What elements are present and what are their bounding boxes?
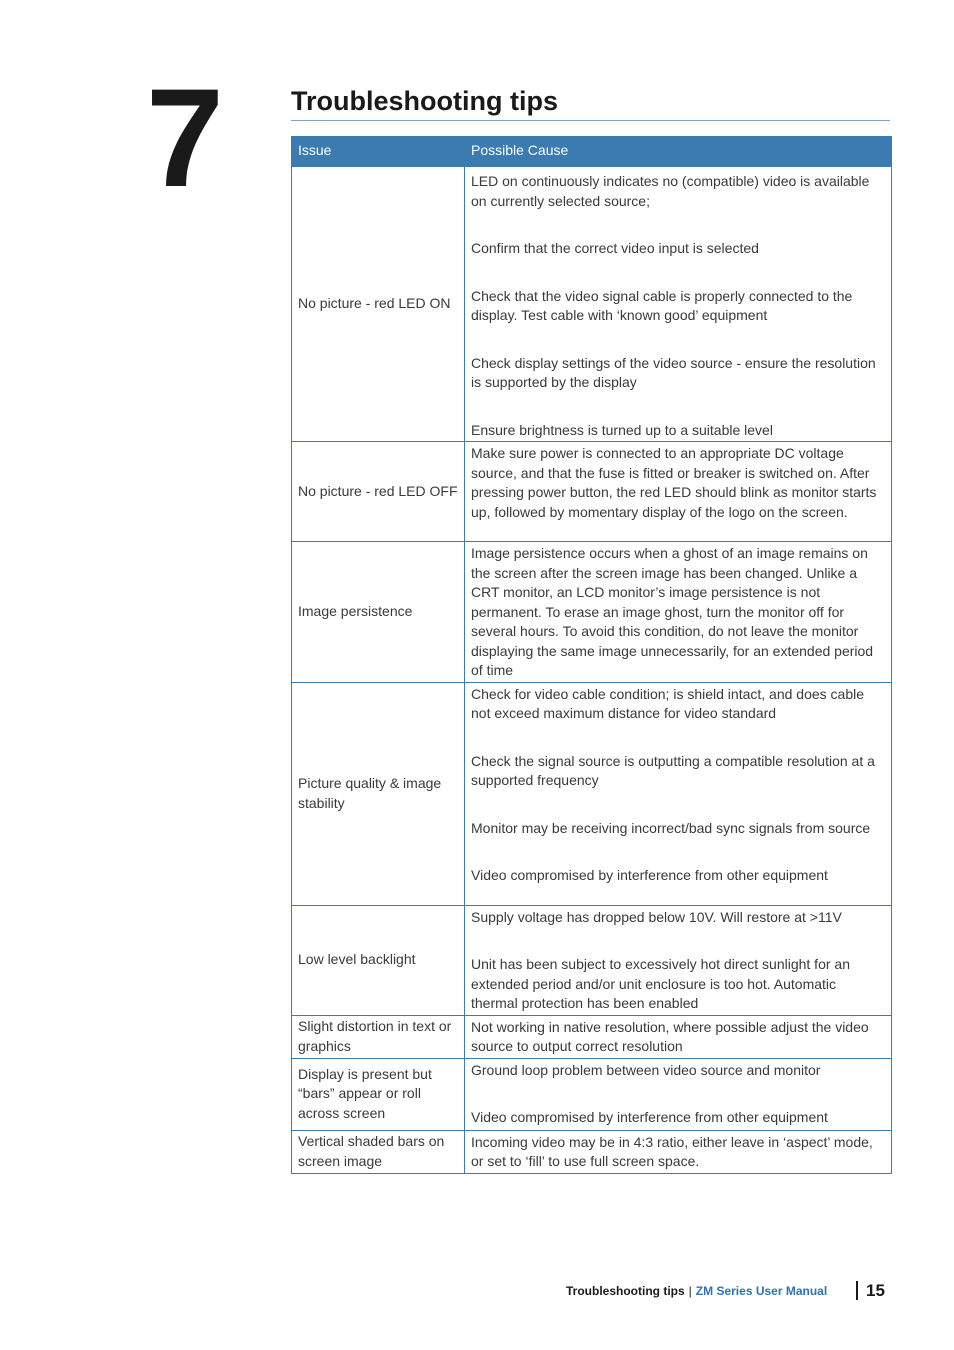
column-header-cause: Possible Cause [465, 137, 892, 167]
issue-cell: Display is present but “bars” appear or roll across screen [292, 1058, 465, 1130]
table-row [292, 1130, 892, 1173]
page-number-divider [856, 1281, 858, 1300]
title-divider [291, 120, 890, 121]
table-row [292, 442, 892, 542]
cause-cell [465, 1015, 892, 1058]
cause-cell [465, 442, 892, 542]
cause-text: Ensure brightness is turned up to a suitable level [471, 421, 773, 438]
cause-text: Image persistence occurs when a ghost of an image remains on the screen after the screen image has been changed. Unlike a CRT monitor, an LCD monitor’s image persistence is not permanent. To erase an image ghost, turn the monitor off for several hours. To avoid this condition, do not leave the monitor displaying the same image unnecessarily, for an extended period of time [471, 545, 874, 678]
cause-text: Check for video cable condition; is shield intact, and does cable not exceed maximum distance for video standard [471, 685, 865, 721]
troubleshooting-table [291, 136, 892, 1174]
cause-cell [465, 1130, 892, 1173]
table-row [292, 167, 892, 442]
column-header-issue: Issue [292, 137, 465, 167]
cause-text: Monitor may be receiving incorrect/bad sync signals from source [471, 819, 871, 836]
chapter-number: 7 [146, 59, 220, 216]
cause-text: Not working in native resolution, where possible adjust the video source to output correct resolution [471, 1018, 869, 1054]
page-title: Troubleshooting tips [291, 86, 558, 116]
issue-cell: Vertical shaded bars on screen image [292, 1130, 465, 1173]
cause-text: Check that the video signal cable is properly connected to the display. Test cable with ‘known good’ equipment [471, 287, 853, 323]
cause-text: Check display settings of the video source - ensure the resolution is supported by the display [471, 354, 876, 390]
cause-text: Video compromised by interference from other equipment [471, 1109, 828, 1125]
table-header-row [292, 137, 892, 167]
cause-cell [465, 1058, 892, 1130]
footer-section-title: Troubleshooting tips [566, 1284, 685, 1298]
table-row [292, 542, 892, 683]
cause-cell [465, 167, 892, 442]
issue-cell: Slight distortion in text or graphics [292, 1015, 465, 1058]
cause-text: Ground loop problem between video source and monitor [471, 1061, 821, 1078]
page-number: 15 [866, 1281, 885, 1300]
footer-separator: | [688, 1284, 692, 1298]
cause-cell [465, 682, 892, 905]
table-row [292, 1015, 892, 1058]
cause-text: Supply voltage has dropped below 10V. Will restore at >11V [471, 908, 842, 925]
cause-cell [465, 905, 892, 1015]
cause-text: LED on continuously indicates no (compatible) video is available on currently selected source; [471, 173, 870, 209]
cause-cell [465, 542, 892, 683]
cause-text: Unit has been subject to excessively hot direct sunlight for an extended period and/or unit enclosure is too hot. Automatic thermal protection has been enabled [471, 956, 850, 1011]
cause-text: Confirm that the correct video input is selected [471, 240, 759, 256]
issue-cell: Picture quality & image stability [292, 682, 465, 905]
cause-text: Video compromised by interference from other equipment [471, 867, 828, 883]
issue-cell: Low level backlight [292, 905, 465, 1015]
table-row [292, 682, 892, 905]
cause-text: Make sure power is connected to an appropriate DC voltage source, and that the fuse is fitted or breaker is switched on. After pressing power button, the red LED should blink as monitor starts up, followed by momentary display of the logo on the screen. [471, 445, 877, 520]
table-row [292, 1058, 892, 1130]
issue-cell: Image persistence [292, 542, 465, 683]
page-footer [566, 1284, 827, 1298]
footer-manual-title: ZM Series User Manual [695, 1284, 828, 1298]
cause-text: Check the signal source is outputting a compatible resolution at a supported frequency [471, 752, 875, 788]
cause-text: Incoming video may be in 4:3 ratio, either leave in ‘aspect’ mode, or set to ‘fill’ to use full screen space. [471, 1133, 873, 1169]
issue-cell: No picture - red LED OFF [292, 442, 465, 542]
table-row [292, 905, 892, 1015]
issue-cell: No picture - red LED ON [292, 167, 465, 442]
